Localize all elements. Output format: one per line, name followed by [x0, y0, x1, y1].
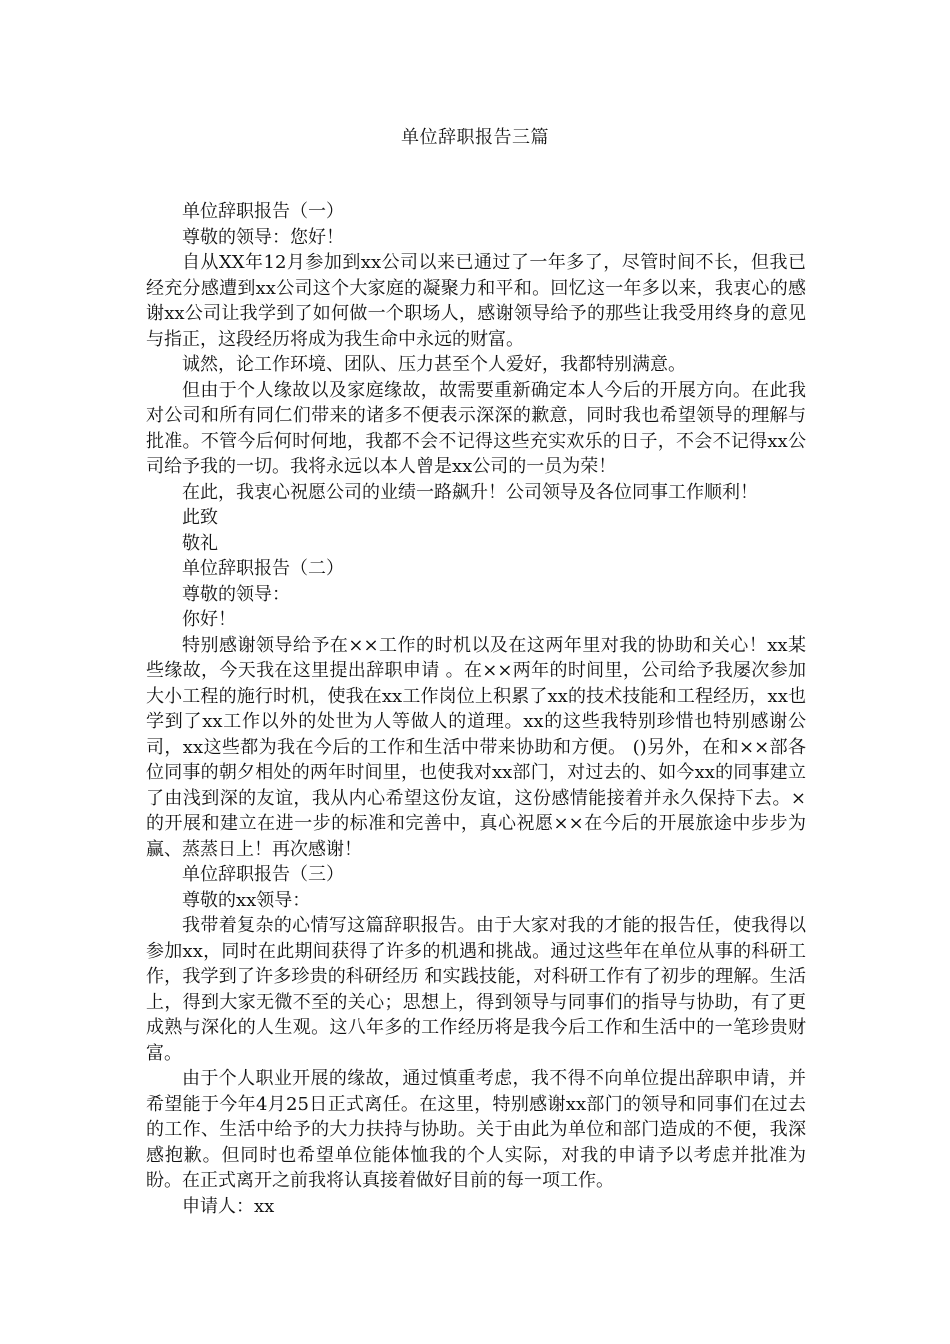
closing-line: 此致	[182, 507, 218, 528]
greeting: 你好！	[182, 609, 236, 630]
paragraph: 在此，我衷心祝愿公司的业绩一路飙升！公司领导及各位同事工作顺利！	[182, 481, 758, 503]
paragraph: 但由于个人缘故以及家庭缘故，故需要重新确定本人今后的开展方向。在此我对公司和所有同仁们带来的诸多不便表示深深的歉意，同时我也希望领导的理解与批准。不管今后何时何地，我都不会不记得这些充实欢乐的日子，不会不记得xx公司给予我的一切。我将永远以本人曾是xx公司的一员为荣！	[146, 379, 806, 477]
paragraph: 诚然，论工作环境、团队、压力甚至个人爱好，我都特别满意。	[182, 354, 686, 375]
section-heading-1: 单位辞职报告（一）	[182, 201, 344, 222]
paragraph: 特别感谢领导给予在××工作的时机以及在这两年里对我的协助和关心！xx某些缘故，今天我在这里提出辞职申请 。在××两年的时间里，公司给予我屡次参加大小工程的施行时机，使我在xx工作岗位上积累了xx的技术技能和工程经历，xx也学到了xx工作以外的处世为人等做人的道理。xx的这些我特别珍惜也特别感谢公司，xx这些都为我在今后的工作和生活中带来协助和方便。 ()另外，在和××部各位同事的朝夕相处的两年时间里，也使我对xx部门，对过去的、如今xx的同事建立了由浅到深的友谊，我从内心希望这份友谊，这份感情能接着并永久保持下去。×的开展和建立在进一步的标准和完善中，真心祝愿××在今后的开展旅途中步步为赢、蒸蒸日上！再次感谢！	[146, 634, 806, 860]
salutation-3: 尊敬的xx领导：	[182, 889, 311, 911]
signature-line: 申请人：xx	[182, 1195, 275, 1217]
closing-line: 敬礼	[182, 532, 218, 554]
paragraph: 我带着复杂的心情写这篇辞职报告。由于大家对我的才能的报告任，使我得以参加xx，同时在此期间获得了许多的机遇和挑战。通过这些年在单位从事的科研工作，我学到了许多珍贵的科研经历 和实践技能，对科研工作有了初步的理解。生活上，得到大家无微不至的关心；思想上，得到领导与同事们的指导与协助，有了更成熟与深化的人生观。这八年多的工作经历将是我今后工作和生活中的一笔珍贵财富。	[146, 915, 806, 1064]
section-heading-3: 单位辞职报告（三）	[182, 864, 344, 885]
salutation-2: 尊敬的领导：	[182, 583, 290, 605]
paragraph: 由于个人职业开展的缘故，通过慎重考虑，我不得不向单位提出辞职申请，并希望能于今年4月25日正式离任。在这里，特别感谢xx部门的领导和同事们在过去的工作、生活中给予的大力扶持与协助。关于由此为单位和部门造成的不便，我深感抱歉。但同时也希望单位能体恤我的个人实际，对我的申请予以考虑并批准为盼。在正式离开之前我将认真接着做好目前的每一项工作。	[146, 1068, 806, 1191]
document-title: 单位辞职报告三篇	[401, 127, 549, 148]
paragraph: 自从XX年12月参加到xx公司以来已通过了一年多了，尽管时间不长，但我已经充分感遭到xx公司这个大家庭的凝聚力和平和。回忆这一年多以来，我衷心的感谢xx公司让我学到了如何做一个职场人，感谢领导给予的那些让我受用终身的意见与指正，这段经历将成为我生命中永远的财富。	[146, 252, 806, 350]
section-heading-2: 单位辞职报告（二）	[182, 558, 344, 579]
document-body	[146, 199, 806, 1219]
salutation-1: 尊敬的领导：您好！	[182, 226, 344, 248]
